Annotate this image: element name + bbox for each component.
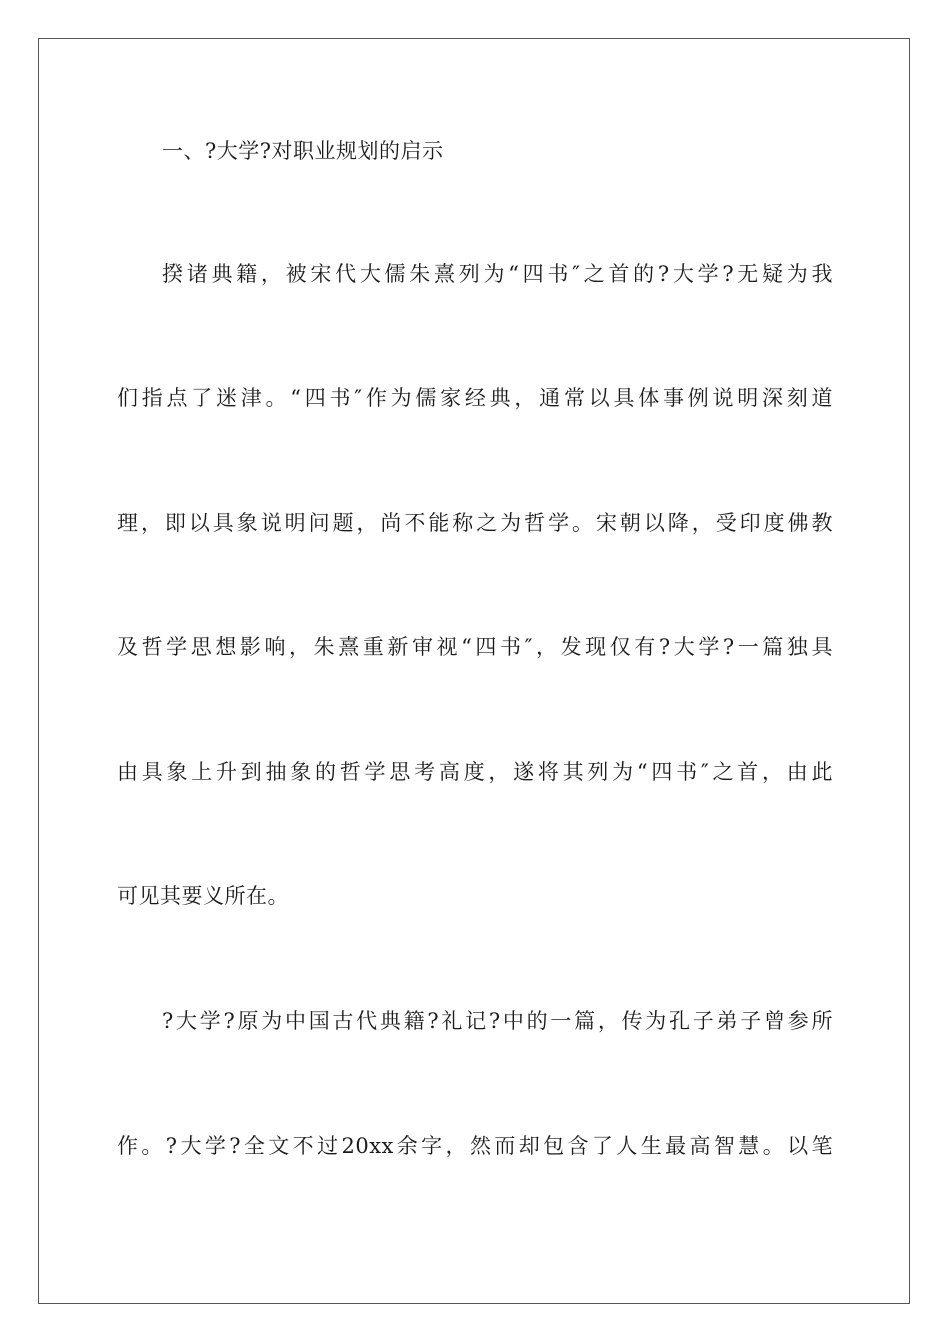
paragraph-line: 们指点了迷津。“四书″作为儒家经典，通常以具体事例说明深刻道	[117, 386, 833, 410]
paragraph-line: 及哲学思想影响，朱熹重新审视“四书″，发现仅有?大学?一篇独具	[117, 635, 833, 659]
section-heading: 一、?大学?对职业规划的启示	[162, 139, 444, 163]
paragraph-line: 理，即以具象说明问题，尚不能称之为哲学。宋朝以降，受印度佛教	[117, 511, 833, 535]
paragraph-line: 由具象上升到抽象的哲学思考高度，遂将其列为“四书″之首，由此	[117, 760, 833, 784]
page-border	[38, 38, 910, 1304]
paragraph-line: 作。?大学?全文不过20xx余字，然而却包含了人生最高智慧。以笔	[117, 1134, 833, 1158]
paragraph-line: 可见其要义所在。	[117, 884, 289, 908]
paragraph-line: ?大学?原为中国古代典籍?礼记?中的一篇，传为孔子弟子曾参所	[162, 1009, 833, 1033]
paragraph-line: 揆诸典籍，被宋代大儒朱熹列为“四书″之首的?大学?无疑为我	[162, 262, 833, 286]
